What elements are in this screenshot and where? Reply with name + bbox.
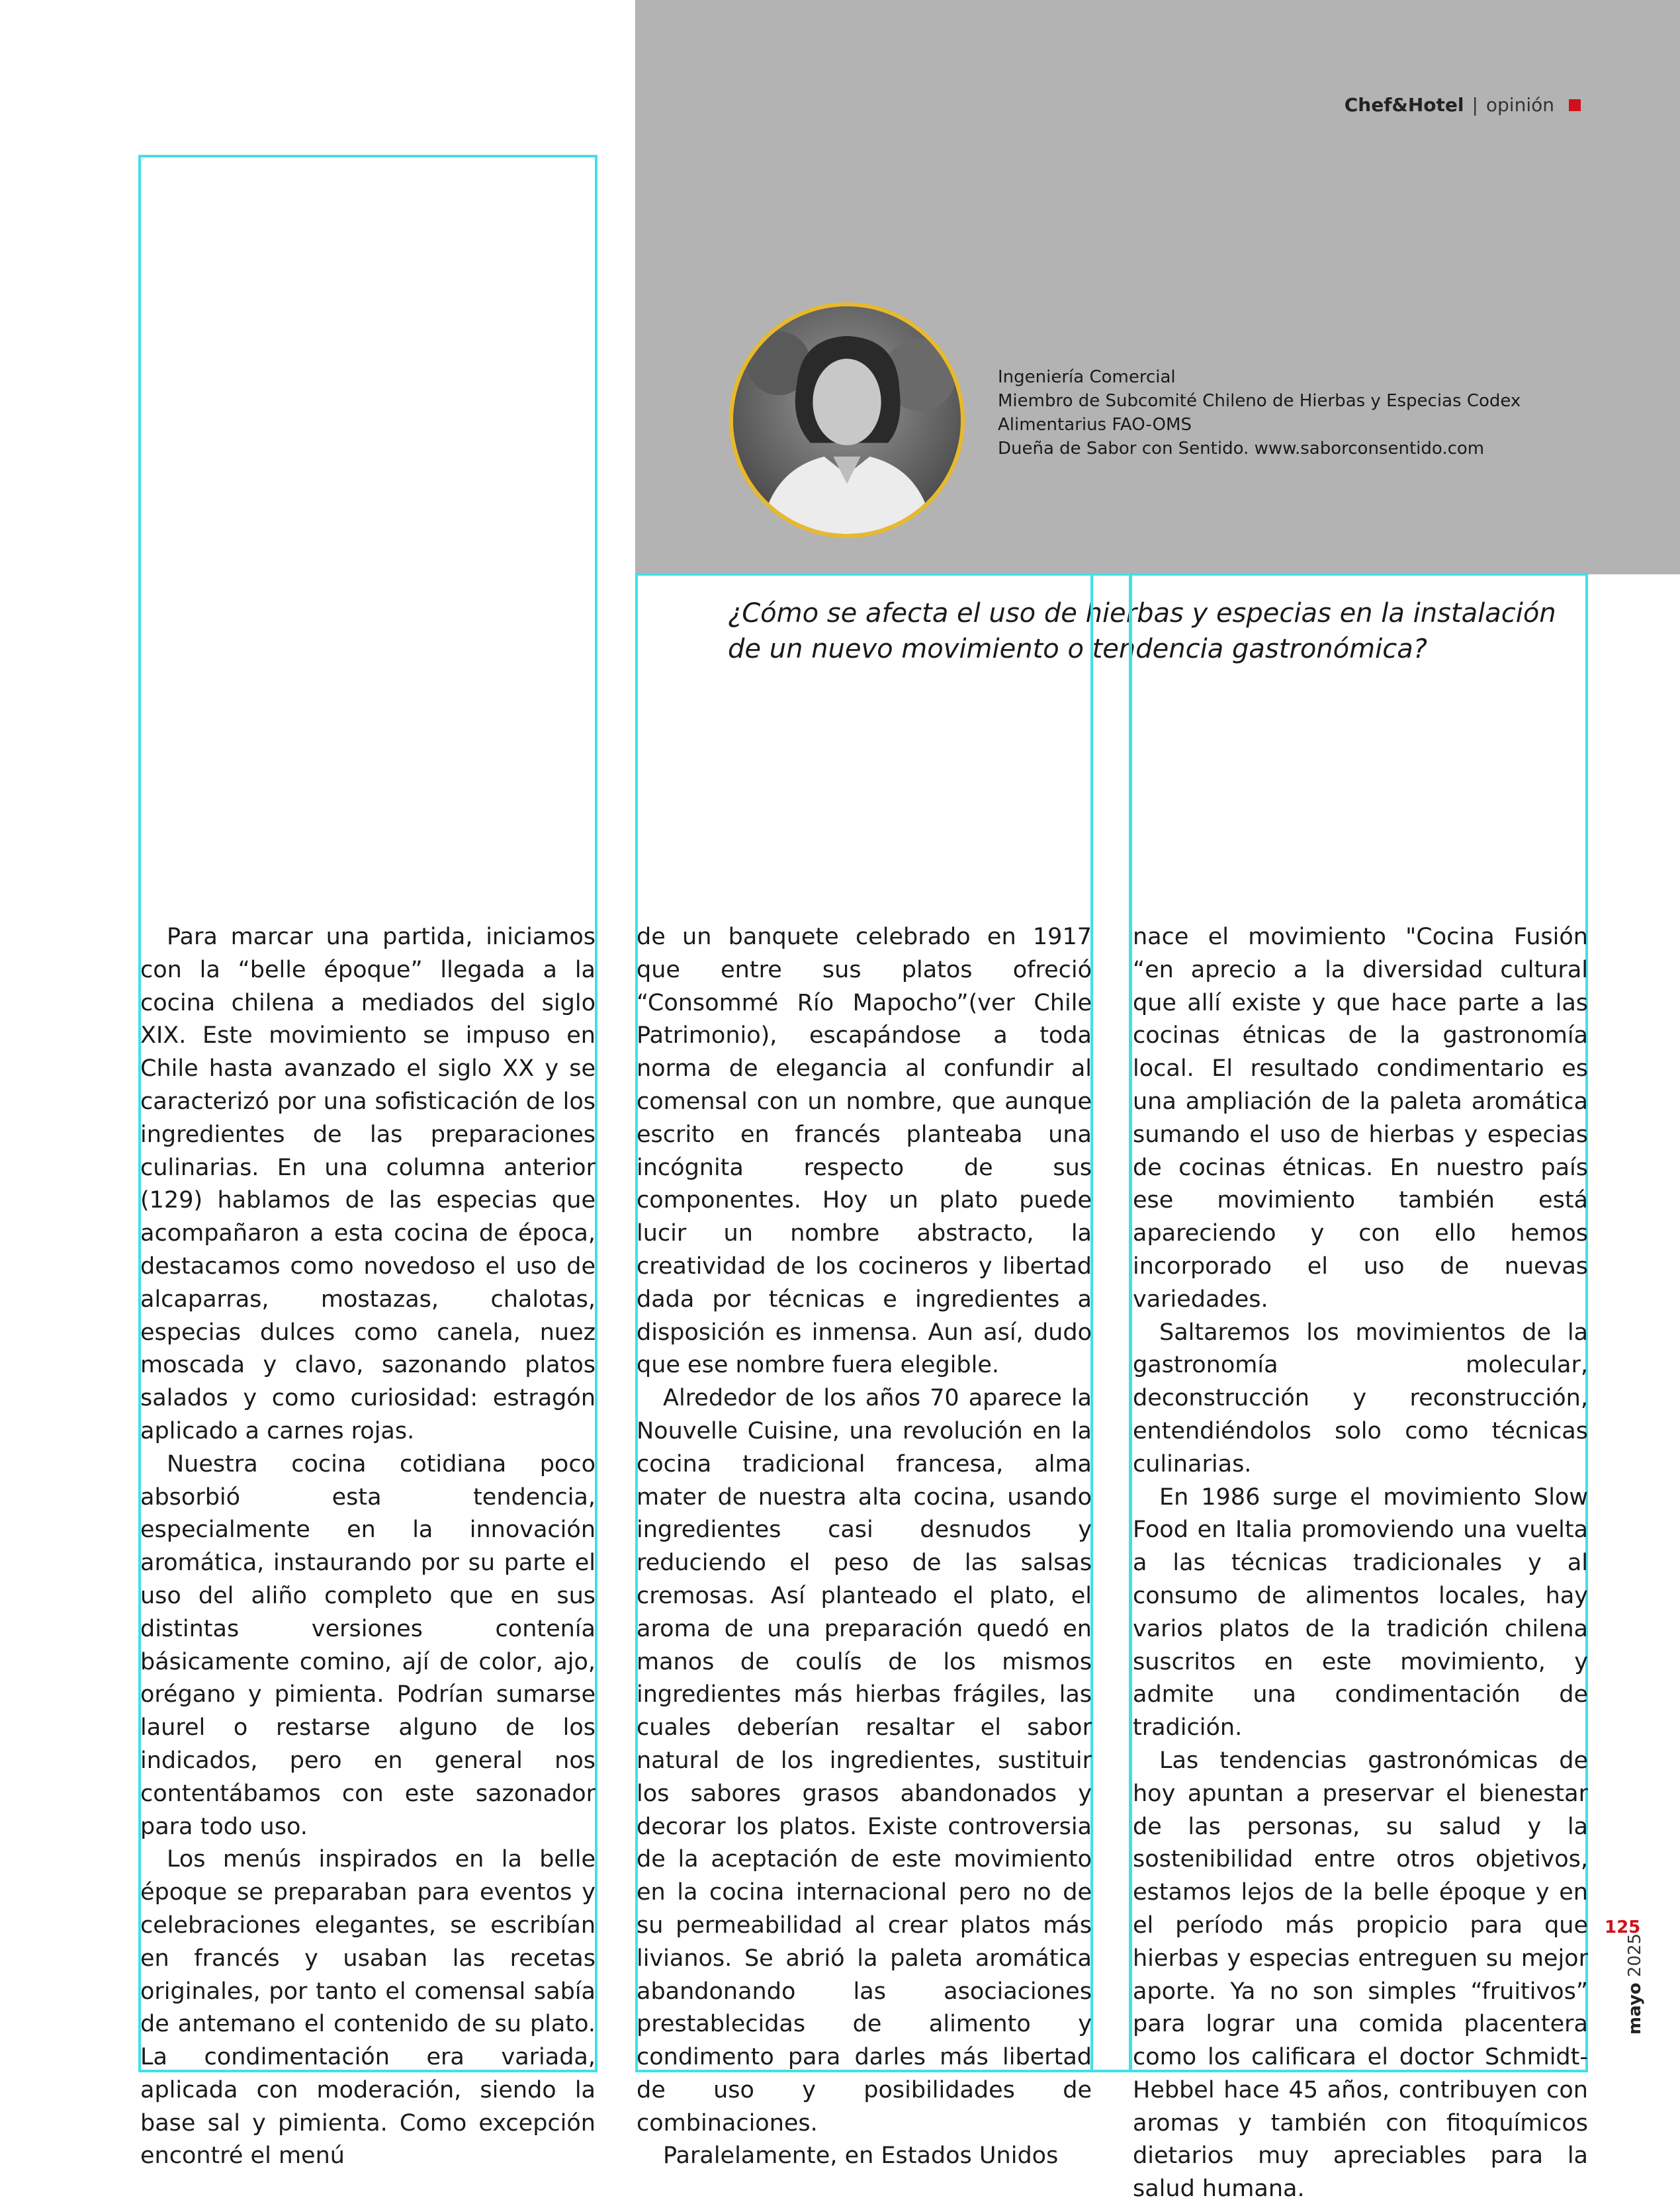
running-head (1345, 94, 1581, 116)
author-photo (729, 302, 965, 538)
lead-question: ¿Cómo se afecta el uso de hierbas y especias en la instalación de un nuevo movimiento o tendencia gastronómica? (728, 598, 1556, 664)
author-bio (998, 365, 1521, 461)
magazine-brand: Chef&Hotel (1344, 94, 1464, 116)
paragraph: Nuestra cocina cotidiana poco absorbió esta tendencia, especialmente en la innovación aromática, instaurando por su parte el uso del aliño completo que en sus distintas versiones contenía básicamente comino, ají de color, ajo, orégano y pimienta. Podrían sumarse laurel o restarse alguno de los indicados, pero en general nos contentábamos con este sazonador para todo uso. (140, 1450, 596, 1840)
bio-line: Alimentarius FAO-OMS (998, 415, 1192, 435)
text-column-2 (637, 921, 1092, 2173)
column-guide (1090, 573, 1131, 2072)
paragraph: de un banquete celebrado en 1917 que entre sus platos ofreció “Consommé Río Mapocho”(ver Chile Patrimonio), escapándose a toda norma de elegancia al confundir al comensal con un nombre, que aunque escrito en francés planteaba una incógnita respecto de sus componentes. Hoy un plato puede lucir un nombre abstracto, la creatividad de los cocineros y libertad dada por técnicas e ingredientes a disposición es inmensa. Aun así, dudo que ese nombre fuera elegible. (637, 924, 1092, 1379)
paragraph: En 1986 surge el movimiento Slow Food en Italia promoviendo una vuelta a las técnicas tradicionales y al consumo de alimentos locales, hay varios platos de la tradición chilena suscritos en este movimiento, y admite una condimentación de tradición. (1133, 1483, 1588, 1742)
page-number: 125 (1605, 1918, 1641, 1937)
issue-year: 2025 (1625, 1933, 1645, 1978)
paragraph: Para marcar una partida, iniciamos con la “belle époque” llegada a la cocina chilena a mediados del siglo XIX. Este movimiento se impuso en Chile hasta avanzado el siglo XX y se caracterizó por una sofisticación de los ingredientes de las preparaciones culinarias. En una columna anterior (129) hablamos de las especias que acompañaron a esta cocina de época, destacamos como novedoso el uso de alcaparras, mostazas, chalotas, especias dulces como canela, nuez moscada y clavo, sazonando platos salados y como curiosidad: estragón aplicado a carnes rojas. (140, 924, 596, 1444)
text-column-3 (1133, 921, 1588, 2206)
issue-date (1625, 1933, 1645, 2035)
paragraph: Las tendencias gastronómicas de hoy apuntan a preservar el bienestar de las personas, su salud y la sostenibilidad entre otros objetivos, estamos lejos de la belle époque y en el período más propicio para que hierbas y especias entreguen su mejor aporte. Ya no son simples “fruitivos” para lograr una comida placentera como los calificara el doctor Schmidt-Hebbel hace 45 años, contribuyen con aromas y también con fitoquímicos dietarios muy apreciables para la salud humana. (1133, 1747, 1588, 2203)
paragraph: nace el movimiento "Cocina Fusión “en aprecio a la diversidad cultural que allí existe y que hace parte a las cocinas étnicas de la gastronomía local. El resultado condimentario es una ampliación de la paleta aromática sumando el uso de hierbas y especias de cocinas étnicas. En nuestro país ese movimiento también está apareciendo y con ello hemos incorporado el uso de nuevas variedades. (1133, 924, 1588, 1313)
paragraph: Alrededor de los años 70 aparece la Nouvelle Cuisine, una revolución en la cocina tradicional francesa, alma mater de nuestra alta cocina, usando ingredientes casi desnudos y reduciendo el peso de las salsas cremosas. Así planteado el plato, el aroma de una preparación quedó en manos de coulís de los mismos ingredientes más hierbas frágiles, las cuales deberían resaltar el sabor natural de los ingredientes, sustituir los sabores grasos abandonados y decorar los platos. Existe controversia de la aceptación de este movimiento en la cocina internacional pero no de su permeabilidad al crear platos más livianos. Se abrió la paleta aromática abandonando las asociaciones prestablecidas de alimento y condimento para darles más libertad de uso y posibilidades de combinaciones. (637, 1385, 1092, 2137)
running-head-separator: | (1472, 94, 1478, 116)
bio-line: Miembro de Subcomité Chileno de Hierbas y Especias Codex (998, 391, 1521, 411)
paragraph: Paralelamente, en Estados Unidos (663, 2142, 1059, 2170)
bio-line: Ingeniería Comercial (998, 367, 1176, 387)
section-label: opinión (1485, 94, 1554, 116)
red-square-icon (1569, 99, 1581, 111)
text-column-1 (140, 921, 596, 2173)
paragraph: Saltaremos los movimientos de la gastronomía molecular, deconstrucción y reconstrucción, entendiéndolos solo como técnicas culinarias. (1133, 1319, 1588, 1478)
bio-line: Dueña de Sabor con Sentido. www.saborconsentido.com (998, 439, 1485, 459)
issue-month: mayo (1625, 1982, 1645, 2035)
paragraph: Los menús inspirados en la belle époque se preparaban para eventos y celebraciones elegantes, se escribían en francés y usaban las recetas originales, por tanto el comensal sabía de antemano el contenido de su plato. La condimentación era variada, aplicada con moderación, siendo la base sal y pimienta. Como excepción encontré el menú (140, 1846, 596, 2170)
